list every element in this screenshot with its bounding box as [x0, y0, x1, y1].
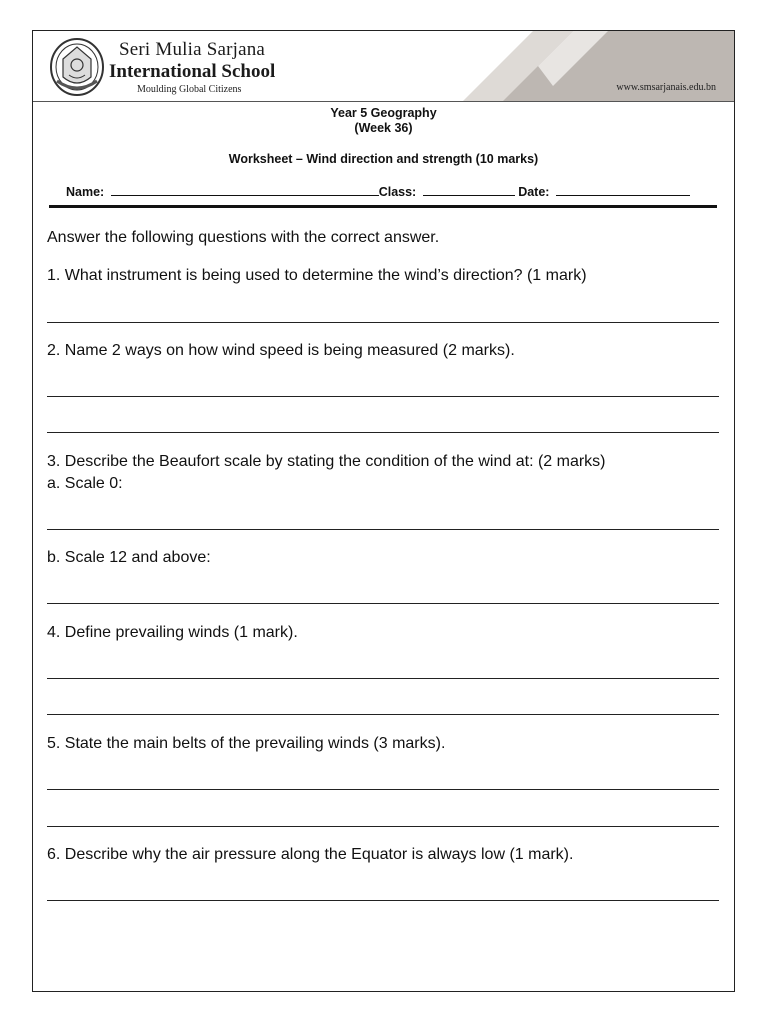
question-5: 5. State the main belts of the prevailing winds (3 marks). — [47, 735, 446, 752]
school-name-line2: International School — [109, 61, 276, 82]
answer-line-q5-a[interactable] — [47, 789, 719, 790]
answer-line-q3a[interactable] — [47, 529, 719, 530]
name-label: Name: — [66, 185, 105, 199]
school-crest-icon — [49, 37, 105, 97]
subject-title: Year 5 Geography — [330, 106, 437, 120]
school-website: www.smsarjanais.edu.bn — [616, 82, 716, 93]
question-4: 4. Define prevailing winds (1 mark). — [47, 624, 298, 641]
question-2: 2. Name 2 ways on how wind speed is being measured (2 marks). — [47, 342, 515, 359]
answer-line-q4-b[interactable] — [47, 714, 719, 715]
answer-line-q5-b[interactable] — [47, 826, 719, 827]
question-1: 1. What instrument is being used to determine the wind’s direction? (1 mark) — [47, 267, 587, 284]
question-3: 3. Describe the Beaufort scale by stating the condition of the wind at: (2 marks) — [47, 453, 606, 470]
answer-line-q6[interactable] — [47, 900, 719, 901]
answer-line-q2-a[interactable] — [47, 396, 719, 397]
question-3a: a. Scale 0: — [47, 475, 123, 492]
date-label: Date: — [518, 185, 550, 199]
answer-line-q2-b[interactable] — [47, 432, 719, 433]
answer-line-q4-a[interactable] — [47, 678, 719, 679]
class-label: Class: — [378, 185, 417, 199]
letterhead — [33, 31, 734, 101]
name-field[interactable] — [111, 183, 379, 196]
question-3b: b. Scale 12 and above: — [47, 549, 211, 566]
answer-line-q1[interactable] — [47, 322, 719, 323]
school-name-line1: Seri Mulia Sarjana — [119, 39, 266, 60]
section-divider — [49, 205, 717, 208]
question-6: 6. Describe why the air pressure along the Equator is always low (1 mark). — [47, 846, 574, 863]
student-info-row — [66, 183, 706, 199]
worksheet-title: Worksheet – Wind direction and strength (10 marks) — [228, 152, 539, 166]
worksheet-page — [32, 30, 735, 992]
week-title: (Week 36) — [354, 121, 413, 135]
class-field[interactable] — [423, 183, 515, 196]
date-field[interactable] — [556, 183, 690, 196]
answer-line-q3b[interactable] — [47, 603, 719, 604]
school-motto: Moulding Global Citizens — [137, 84, 242, 95]
instruction-text: Answer the following questions with the correct answer. — [47, 229, 440, 246]
header-divider — [33, 101, 734, 102]
